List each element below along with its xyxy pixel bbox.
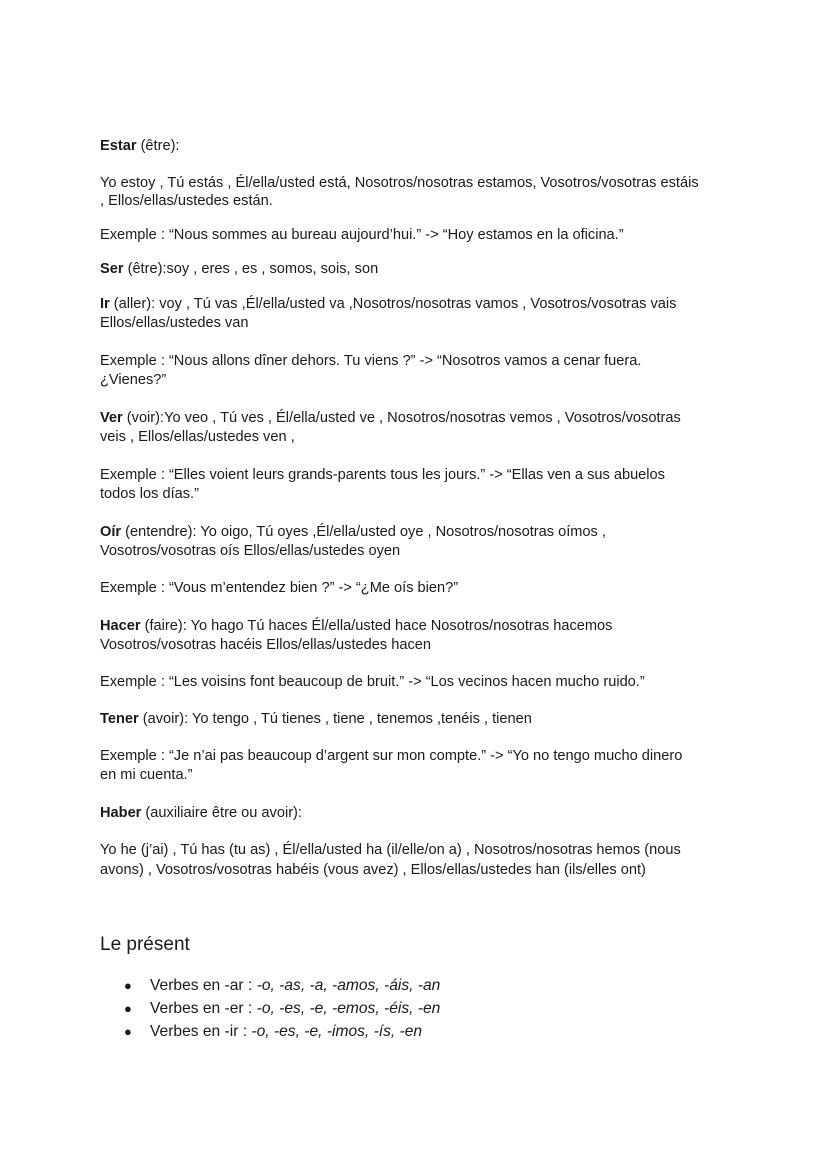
bullet-icon: ●: [124, 1001, 132, 1016]
tener-example-line-2: en mi cuenta.”: [100, 767, 193, 783]
tener-example-line-1: Exemple : “Je n’ai pas beaucoup d’argent sur mon compte.” -> “Yo no tengo mucho dinero: [100, 748, 683, 764]
list-item: [100, 974, 740, 997]
oir-verb: Oír: [100, 524, 122, 540]
oir-line-2: Vosotros/vosotras oís Ellos/ellas/ustedes oyen: [100, 543, 401, 559]
ir-line-2: Ellos/ellas/ustedes van: [100, 315, 249, 331]
ir-rest-1: (aller): voy , Tú vas ,Él/ella/usted va ,Nosotros/nosotras vamos , Vosotros/vosotras vais: [109, 296, 677, 312]
haber-conjugation-line-2: avons) , Vosotros/vosotras habéis (vous avez) , Ellos/ellas/ustedes han (ils/elles ont): [100, 862, 646, 878]
ver-example-line-1: Exemple : “Elles voient leurs grands-parents tous les jours.” -> “Ellas ven a sus abuelos: [100, 467, 665, 483]
haber-conjugation-line-1: Yo he (j’ai) , Tú has (tu as) , Él/ella/usted ha (il/elle/on a) , Nosotros/nosotras hemos (nous: [100, 842, 681, 858]
tener-line: [100, 709, 740, 729]
hacer-rest-1: (faire): Yo hago Tú haces Él/ella/usted hace Nosotros/nosotras hacemos: [140, 618, 613, 634]
tener-verb: Tener: [100, 711, 139, 727]
ver-verb: Ver: [100, 410, 123, 426]
endings-list: [100, 974, 740, 1043]
list-item-label: Verbes en -er :: [150, 1000, 257, 1017]
estar-heading: [100, 136, 740, 156]
ir-example-line-2: ¿Vienes?”: [100, 372, 167, 388]
estar-gloss: (être):: [136, 138, 180, 154]
bullet-icon: ●: [124, 1024, 132, 1039]
estar-conjugation-line-1: Yo estoy , Tú estás , Él/ella/usted está, Nosotros/nosotras estamos, Vosotros/vosotras estáis: [100, 175, 699, 191]
oir-example: Exemple : “Vous m’entendez bien ?” -> “¿Me oís bien?”: [100, 580, 459, 596]
oir-rest-1: (entendre): Yo oigo, Tú oyes ,Él/ella/usted oye , Nosotros/nosotras oímos ,: [121, 524, 606, 540]
list-item-label: Verbes en -ir :: [150, 1023, 252, 1040]
ver-line-1: [100, 408, 740, 428]
ser-rest: (être):soy , eres , es , somos, sois, son: [123, 261, 379, 277]
tener-rest: (avoir): Yo tengo , Tú tienes , tiene , tenemos ,tenéis , tienen: [138, 711, 532, 727]
list-item-endings: -o, -as, -a, -amos, -áis, -an: [256, 977, 441, 994]
haber-gloss: (auxiliaire être ou avoir):: [141, 805, 302, 821]
ver-example-line-2: todos los días.”: [100, 486, 199, 502]
hacer-verb: Hacer: [100, 618, 141, 634]
estar-conjugation-line-2: , Ellos/ellas/ustedes están.: [100, 193, 273, 209]
list-item-endings: -o, -es, -e, -imos, -ís, -en: [251, 1023, 423, 1040]
ver-line-2: veis , Ellos/ellas/ustedes ven ,: [100, 429, 295, 445]
oir-line-1: [100, 522, 740, 542]
haber-verb: Haber: [100, 805, 142, 821]
hacer-line-2: Vosotros/vosotras hacéis Ellos/ellas/ustedes hacen: [100, 637, 431, 653]
bullet-icon: ●: [124, 978, 132, 993]
ser-verb: Ser: [100, 261, 124, 277]
hacer-line-1: [100, 616, 740, 636]
list-item: [100, 1020, 740, 1043]
ir-verb: Ir: [100, 296, 110, 312]
estar-verb: Estar: [100, 138, 137, 154]
list-item-endings: -o, -es, -e, -emos, -éis, -en: [256, 1000, 441, 1017]
estar-example: Exemple : “Nous sommes au bureau aujourd’hui.” -> “Hoy estamos en la oficina.”: [100, 227, 624, 243]
list-item-label: Verbes en -ar :: [150, 977, 257, 994]
hacer-example: Exemple : “Les voisins font beaucoup de bruit.” -> “Los vecinos hacen mucho ruido.”: [100, 674, 645, 690]
present-heading: Le présent: [100, 934, 190, 955]
list-item: [100, 997, 740, 1020]
ir-line-1: [100, 294, 740, 314]
ver-rest-1: (voir):Yo veo , Tú ves , Él/ella/usted ve , Nosotros/nosotras vemos , Vosotros/vosotras: [122, 410, 681, 426]
haber-heading: [100, 803, 740, 823]
ir-example-line-1: Exemple : “Nous allons dîner dehors. Tu viens ?” -> “Nosotros vamos a cenar fuera.: [100, 353, 642, 369]
ser-line: [100, 259, 740, 279]
